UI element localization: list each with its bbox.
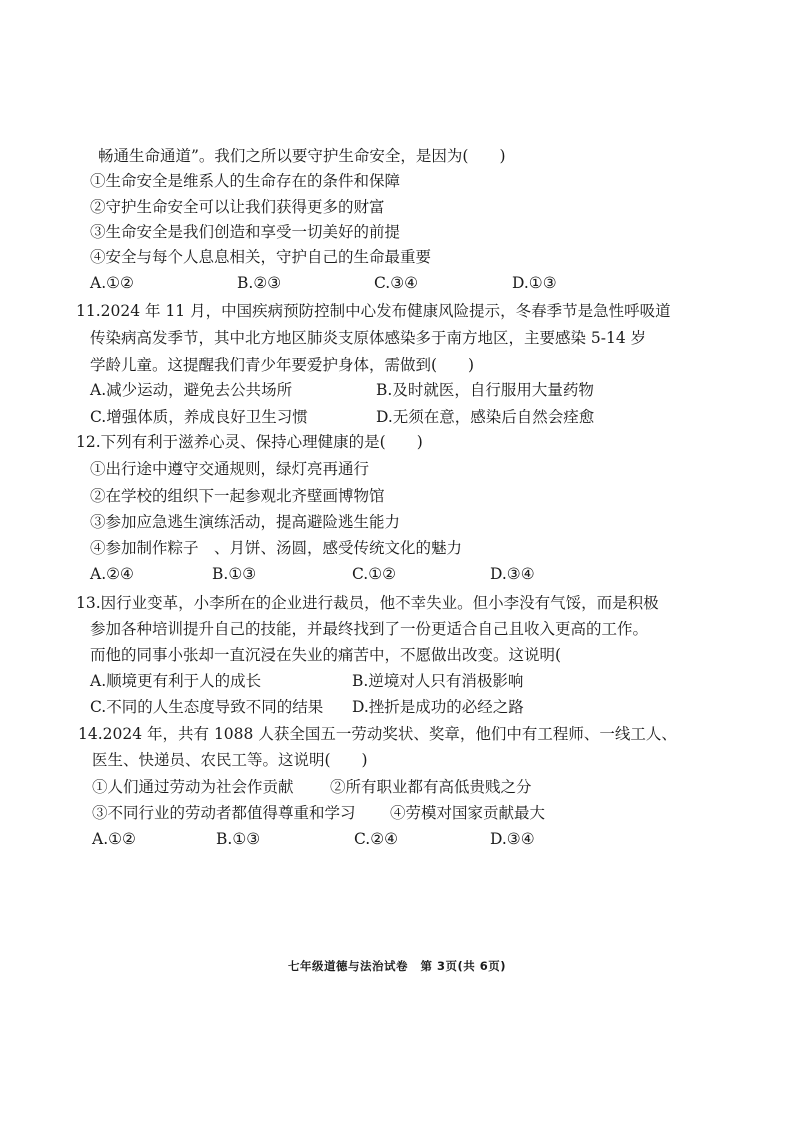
q14-option-d: D.③④: [490, 830, 535, 848]
q11-stem-line-2: 传染病高发季节，其中北方地区肺炎支原体感染多于南方地区，主要感染 5-14 岁: [90, 329, 647, 347]
q10-option-c: C.③④: [374, 274, 419, 292]
q13-stem-line-1: 13.因行业变革，小李所在的企业进行裁员，他不幸失业。但小李没有气馁，而是积极: [76, 594, 659, 612]
q10-item-1: ①生命安全是维系人的生命存在的条件和保障: [90, 172, 401, 190]
page-footer: [0, 958, 794, 974]
q14-stem-line-2: 医生、快递员、农民工等。这说明( ): [92, 751, 368, 769]
q12-option-c: C.①②: [352, 565, 397, 583]
q13-option-c: C.不同的人生态度导致不同的结果: [90, 698, 324, 716]
q10-item-2: ②守护生命安全可以让我们获得更多的财富: [90, 198, 385, 216]
q14-item-2: ②所有职业都有高低贵贱之分: [330, 778, 532, 796]
q11-option-b: B.及时就医，自行服用大量药物: [376, 381, 594, 399]
q12-option-a: A.②④: [90, 565, 134, 583]
q14-item-3: ③不同行业的劳动者都值得尊重和学习: [92, 804, 356, 822]
q12-item-4: ④参加制作粽子 、月饼、汤圆，感受传统文化的魅力: [90, 539, 463, 557]
q14-stem-line-1: 14.2024 年，共有 1088 人获全国五一劳动奖状、奖章，他们中有工程师、一线工人、: [78, 725, 677, 743]
q14-option-c: C.②④: [354, 830, 399, 848]
q12-item-2: ②在学校的组织下一起参观北齐壁画博物馆: [90, 487, 385, 505]
q12-option-d: D.③④: [490, 565, 535, 583]
q12-stem: 12.下列有利于滋养心灵、保持心理健康的是( ): [76, 433, 423, 451]
q14-item-1: ①人们通过劳动为社会作贡献: [92, 778, 294, 796]
q11-option-a: A.减少运动，避免去公共场所: [90, 381, 293, 399]
q10-option-a: A.①②: [90, 274, 134, 292]
q10-option-b: B.②③: [237, 274, 282, 292]
q11-option-d: D.无须在意，感染后自然会痊愈: [376, 408, 595, 426]
q11-stem-line-3: 学龄儿童。这提醒我们青少年要爱护身体，需做到( ): [90, 356, 475, 374]
q11-stem-line-1: 11.2024 年 11 月，中国疾病预防控制中心发布健康风险提示，冬春季节是急性呼吸道: [76, 302, 671, 320]
q11-option-c: C.增强体质，养成良好卫生习惯: [90, 408, 308, 426]
q14-option-a: A.①②: [92, 830, 136, 848]
q12-option-b: B.①③: [212, 565, 257, 583]
q13-option-b: B.逆境对人只有消极影响: [352, 672, 524, 690]
q10-option-d: D.①③: [512, 274, 557, 292]
q13-stem-line-3: 而他的同事小张却一直沉浸在失业的痛苦中，不愿做出改变。这说明(: [90, 646, 562, 664]
q13-option-a: A.顺境更有利于人的成长: [90, 672, 262, 690]
q10-item-3: ③生命安全是我们创造和享受一切美好的前提: [90, 223, 401, 241]
q10-item-4: ④安全与每个人息息相关，守护自己的生命最重要: [90, 248, 432, 266]
q14-item-4: ④劳模对国家贡献最大: [390, 804, 546, 822]
q12-item-3: ③参加应急逃生演练活动，提高避险逃生能力: [90, 513, 401, 531]
q13-option-d: D.挫折是成功的必经之路: [352, 698, 524, 716]
page-number: 第 3页(共 6页): [420, 959, 507, 973]
q10-stem: 畅通生命通道”。我们之所以要守护生命安全，是因为( ): [98, 147, 506, 165]
q14-option-b: B.①③: [216, 830, 261, 848]
q12-item-1: ①出行途中遵守交通规则，绿灯亮再通行: [90, 460, 370, 478]
q13-stem-line-2: 参加各种培训提升自己的技能，并最终找到了一份更适合自己且收入更高的工作。: [90, 620, 649, 638]
exam-title: 七年级道德与法治试卷: [287, 959, 408, 973]
